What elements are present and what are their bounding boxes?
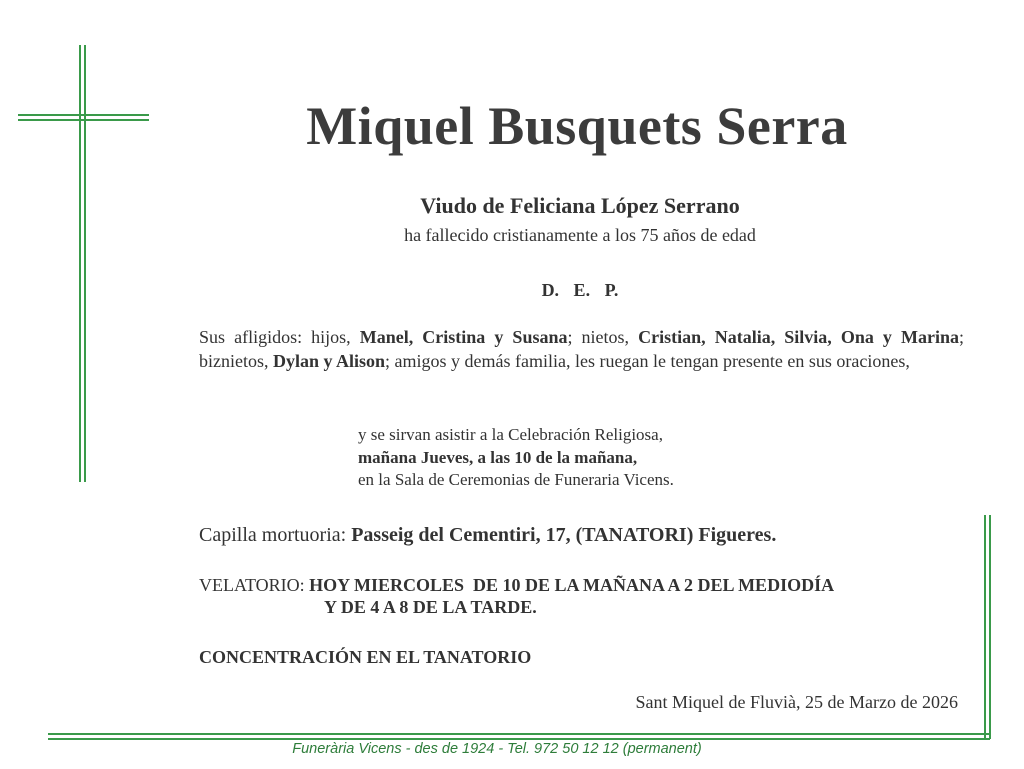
capilla-label: Capilla mortuoria: — [199, 524, 352, 546]
widowed-line: Viudo de Feliciana López Serrano — [420, 193, 740, 218]
capilla-address: Passeig del Cementiri, 17, (TANATORI) Figueres. — [351, 524, 777, 546]
family-text-2: ; nietos, — [567, 327, 639, 347]
family-text-3: ; biznietos, — [199, 327, 965, 371]
concentracion-line: CONCENTRACIÓN EN EL TANATORIO — [199, 647, 532, 667]
family-paragraph — [199, 325, 964, 373]
velatorio-line-2: Y DE 4 A 8 DE LA TARDE. — [324, 597, 537, 617]
capilla-line — [199, 524, 776, 547]
family-nietos: Cristian, Natalia, Silvia, Ona y Marina — [638, 327, 959, 347]
family-hijos: Manel, Cristina y Susana — [359, 327, 568, 347]
velatorio-label: VELATORIO: — [199, 575, 310, 595]
ceremony-line-2: mañana Jueves, a las 10 de la mañana, — [358, 447, 638, 467]
deceased-name: Miquel Busquets Serra — [306, 96, 848, 156]
footer-text: Funerària Vicens - des de 1924 - Tel. 972 50 12 12 (permanent) — [292, 741, 702, 757]
ceremony-block — [358, 424, 674, 492]
family-text-4: ; amigos y demás familia, les ruegan le tengan presente en sus oraciones, — [385, 351, 910, 371]
dep-line: D. E. P. — [541, 280, 619, 300]
family-biznietos: Dylan y Alison — [273, 351, 386, 371]
velatorio-line-1: HOY MIERCOLES DE 10 DE LA MAÑANA A 2 DEL MEDIODÍA — [309, 575, 835, 595]
ceremony-line-1: y se sirvan asistir a la Celebración Religiosa, — [358, 425, 663, 444]
ceremony-line-3: en la Sala de Ceremonias de Funeraria Vicens. — [358, 470, 674, 489]
deceased-line: ha fallecido cristianamente a los 75 años de edad — [404, 225, 756, 245]
velatorio-block — [199, 574, 834, 618]
family-text-1: Sus afligidos: hijos, — [199, 327, 360, 347]
place-date: Sant Miquel de Fluvià, 25 de Marzo de 2026 — [635, 692, 958, 712]
